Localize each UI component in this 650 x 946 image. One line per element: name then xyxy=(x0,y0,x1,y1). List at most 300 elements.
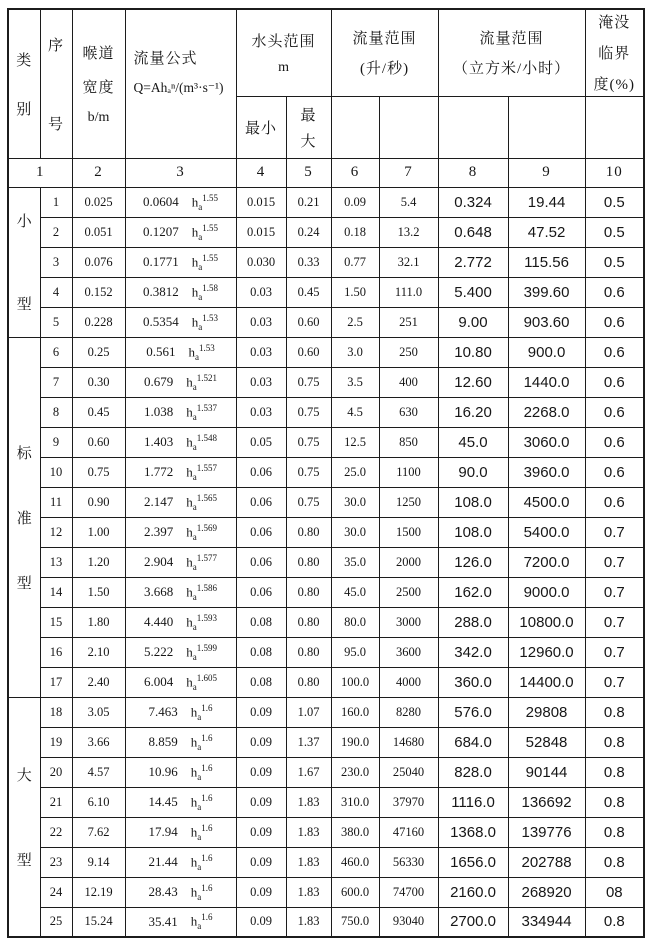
throat-width-cell: 6.10 xyxy=(72,787,125,817)
formula-ha-term: $h_a^{1.6}$ xyxy=(190,912,213,932)
header-throat-line: 宽度 xyxy=(82,79,115,96)
column-number-cell: 5 xyxy=(286,158,331,187)
header-category-char: 类 xyxy=(16,52,33,69)
formula-ha-term: $h_a^{1.593}$ xyxy=(186,612,217,632)
head-max-cell: 0.75 xyxy=(286,397,331,427)
header-throat-width xyxy=(72,9,125,158)
head-min-cell: 0.03 xyxy=(236,367,286,397)
flow-lps-max-cell: 2500 xyxy=(379,577,438,607)
formula-coefficient: 4.440 xyxy=(144,613,174,629)
header-submergence-line: 度(%) xyxy=(593,77,636,94)
formula-cell xyxy=(125,847,236,877)
throat-width-cell: 12.19 xyxy=(72,877,125,907)
column-number-cell: 6 xyxy=(331,158,379,187)
submergence-cell: 0.7 xyxy=(585,577,644,607)
header-submergence-line: 淹没 xyxy=(598,15,631,32)
flow-lps-min-cell: 30.0 xyxy=(331,487,379,517)
flow-lps-max-cell: 250 xyxy=(379,337,438,367)
flow-lps-min-cell: 0.09 xyxy=(331,187,379,217)
flow-m3h-max-cell: 202788 xyxy=(508,847,585,877)
serial-cell: 13 xyxy=(40,547,72,577)
header-flow-m3h-title: 流量范围 xyxy=(479,31,544,48)
flow-m3h-max-cell: 19.44 xyxy=(508,187,585,217)
flow-lps-min-cell: 460.0 xyxy=(331,847,379,877)
formula-ha-term: $h_a^{1.6}$ xyxy=(190,732,213,752)
flow-m3h-max-cell: 2268.0 xyxy=(508,397,585,427)
serial-cell: 1 xyxy=(40,187,72,217)
formula-coefficient: 1.772 xyxy=(144,463,174,479)
category-char: 大 xyxy=(16,767,32,784)
head-min-cell: 0.05 xyxy=(236,427,286,457)
flow-m3h-max-cell: 136692 xyxy=(508,787,585,817)
flow-lps-max-cell: 111.0 xyxy=(379,277,438,307)
table-row xyxy=(8,247,644,277)
flow-m3h-min-cell: 45.0 xyxy=(438,427,508,457)
parshall-flume-spec-table xyxy=(7,8,645,938)
flow-lps-min-cell: 310.0 xyxy=(331,787,379,817)
head-min-cell: 0.08 xyxy=(236,637,286,667)
head-min-cell: 0.015 xyxy=(236,217,286,247)
head-min-cell: 0.03 xyxy=(236,397,286,427)
formula-ha-term: $h_a^{1.537}$ xyxy=(186,402,217,422)
flow-lps-min-cell: 380.0 xyxy=(331,817,379,847)
flow-m3h-max-cell: 14400.0 xyxy=(508,667,585,697)
flow-m3h-min-cell: 360.0 xyxy=(438,667,508,697)
flow-m3h-min-cell: 0.324 xyxy=(438,187,508,217)
table-row xyxy=(8,577,644,607)
category-char: 型 xyxy=(16,575,32,592)
flow-lps-max-cell: 47160 xyxy=(379,817,438,847)
head-min-cell: 0.09 xyxy=(236,847,286,877)
flow-m3h-max-cell: 139776 xyxy=(508,817,585,847)
formula-cell xyxy=(125,787,236,817)
flow-lps-max-cell: 3600 xyxy=(379,637,438,667)
formula-cell xyxy=(125,367,236,397)
formula-cell xyxy=(125,277,236,307)
throat-width-cell: 0.25 xyxy=(72,337,125,367)
formula-ha-term: $h_a^{1.557}$ xyxy=(186,462,217,482)
submergence-cell: 0.8 xyxy=(585,757,644,787)
formula-ha-term: $h_a^{1.569}$ xyxy=(186,522,217,542)
formula-coefficient: 0.5354 xyxy=(143,313,179,329)
flow-m3h-max-cell: 12960.0 xyxy=(508,637,585,667)
flow-m3h-min-cell: 16.20 xyxy=(438,397,508,427)
formula-ha-term: $h_a^{1.521}$ xyxy=(186,372,217,392)
flow-lps-max-cell: 93040 xyxy=(379,907,438,937)
flow-m3h-max-cell: 9000.0 xyxy=(508,577,585,607)
head-max-cell: 0.80 xyxy=(286,517,331,547)
head-min-cell: 0.06 xyxy=(236,577,286,607)
flow-lps-max-cell: 630 xyxy=(379,397,438,427)
formula-cell xyxy=(125,637,236,667)
table-row xyxy=(8,637,644,667)
head-min-cell: 0.09 xyxy=(236,907,286,937)
flow-m3h-max-cell: 7200.0 xyxy=(508,547,585,577)
head-max-cell: 0.80 xyxy=(286,637,331,667)
flow-lps-min-cell: 1.50 xyxy=(331,277,379,307)
header-head-range-unit: m xyxy=(278,59,289,75)
flow-lps-min-cell: 750.0 xyxy=(331,907,379,937)
submergence-cell: 0.6 xyxy=(585,427,644,457)
table-row xyxy=(8,697,644,727)
flow-lps-min-cell: 190.0 xyxy=(331,727,379,757)
column-number-cell: 2 xyxy=(72,158,125,187)
formula-ha-term: $h_a^{1.577}$ xyxy=(186,552,217,572)
submergence-cell: 0.8 xyxy=(585,817,644,847)
flow-lps-max-cell: 5.4 xyxy=(379,187,438,217)
head-max-cell: 0.75 xyxy=(286,427,331,457)
flow-lps-min-cell: 0.18 xyxy=(331,217,379,247)
table-row xyxy=(8,787,644,817)
header-formula xyxy=(125,9,236,158)
table-row xyxy=(8,457,644,487)
formula-coefficient: 0.3812 xyxy=(143,283,179,299)
flow-lps-min-cell: 2.5 xyxy=(331,307,379,337)
header-category-char: 别 xyxy=(16,101,33,118)
flow-lps-max-cell: 4000 xyxy=(379,667,438,697)
formula-cell xyxy=(125,397,236,427)
flow-m3h-min-cell: 162.0 xyxy=(438,577,508,607)
flow-m3h-min-cell: 828.0 xyxy=(438,757,508,787)
throat-width-cell: 1.80 xyxy=(72,607,125,637)
formula-coefficient: 1.038 xyxy=(144,403,174,419)
formula-ha-term: $h_a^{1.6}$ xyxy=(190,822,213,842)
throat-width-cell: 2.10 xyxy=(72,637,125,667)
header-throat-unit: b/m xyxy=(87,109,110,125)
head-max-cell: 1.67 xyxy=(286,757,331,787)
serial-cell: 8 xyxy=(40,397,72,427)
formula-ha-term: $h_a^{1.548}$ xyxy=(186,432,217,452)
flow-m3h-max-cell: 1440.0 xyxy=(508,367,585,397)
head-min-cell: 0.06 xyxy=(236,517,286,547)
serial-cell: 2 xyxy=(40,217,72,247)
submergence-cell: 0.6 xyxy=(585,277,644,307)
throat-width-cell: 9.14 xyxy=(72,847,125,877)
head-max-cell: 1.37 xyxy=(286,727,331,757)
header-category xyxy=(8,9,40,158)
flow-lps-max-cell: 850 xyxy=(379,427,438,457)
serial-cell: 9 xyxy=(40,427,72,457)
submergence-cell: 0.6 xyxy=(585,367,644,397)
throat-width-cell: 0.025 xyxy=(72,187,125,217)
head-min-cell: 0.08 xyxy=(236,607,286,637)
submergence-cell: 0.8 xyxy=(585,907,644,937)
flow-m3h-min-cell: 1368.0 xyxy=(438,817,508,847)
flow-lps-min-cell: 25.0 xyxy=(331,457,379,487)
formula-cell xyxy=(125,487,236,517)
formula-cell xyxy=(125,817,236,847)
flow-m3h-max-cell: 399.60 xyxy=(508,277,585,307)
flow-m3h-min-cell: 576.0 xyxy=(438,697,508,727)
submergence-cell: 0.6 xyxy=(585,337,644,367)
flow-m3h-min-cell: 288.0 xyxy=(438,607,508,637)
category-char: 标 xyxy=(16,445,32,462)
head-min-cell: 0.08 xyxy=(236,667,286,697)
head-max-cell: 1.83 xyxy=(286,847,331,877)
formula-cell xyxy=(125,187,236,217)
serial-cell: 5 xyxy=(40,307,72,337)
table-row xyxy=(8,217,644,247)
flow-m3h-max-cell: 29808 xyxy=(508,697,585,727)
table-row xyxy=(8,907,644,937)
table-row xyxy=(8,487,644,517)
header-throat-line: 喉道 xyxy=(82,45,115,62)
formula-ha-term: $h_a^{1.605}$ xyxy=(186,672,217,692)
flow-lps-min-cell: 45.0 xyxy=(331,577,379,607)
throat-width-cell: 0.051 xyxy=(72,217,125,247)
throat-width-cell: 3.66 xyxy=(72,727,125,757)
flow-m3h-min-cell: 684.0 xyxy=(438,727,508,757)
flow-m3h-max-cell: 47.52 xyxy=(508,217,585,247)
formula-ha-term: $h_a^{1.58}$ xyxy=(191,282,218,302)
flow-lps-max-cell: 1500 xyxy=(379,517,438,547)
formula-coefficient: 0.1207 xyxy=(143,223,179,239)
flow-m3h-min-cell: 2160.0 xyxy=(438,877,508,907)
table-row xyxy=(8,367,644,397)
head-max-cell: 1.83 xyxy=(286,877,331,907)
flow-lps-max-cell: 8280 xyxy=(379,697,438,727)
header-submergence xyxy=(585,9,644,96)
throat-width-cell: 1.20 xyxy=(72,547,125,577)
header-serial xyxy=(40,9,72,158)
submergence-cell: 0.7 xyxy=(585,667,644,697)
formula-coefficient: 0.561 xyxy=(146,343,176,359)
table-row xyxy=(8,307,644,337)
head-min-cell: 0.015 xyxy=(236,187,286,217)
category-char: 小 xyxy=(16,214,32,230)
header-head-max-char: 大 xyxy=(300,133,317,150)
head-max-cell: 0.80 xyxy=(286,577,331,607)
category-cell-standard xyxy=(8,337,40,697)
table-row xyxy=(8,757,644,787)
header-formula-expression: Q=Ahₐⁿ/(m³·s⁻¹) xyxy=(133,80,224,96)
formula-ha-term: $h_a^{1.6}$ xyxy=(190,702,213,722)
column-number-cell: 1 xyxy=(8,158,72,187)
head-min-cell: 0.09 xyxy=(236,697,286,727)
table-row xyxy=(8,877,644,907)
table-row xyxy=(8,667,644,697)
formula-cell xyxy=(125,247,236,277)
column-number-cell: 3 xyxy=(125,158,236,187)
submergence-cell: 0.6 xyxy=(585,397,644,427)
flow-lps-min-cell: 30.0 xyxy=(331,517,379,547)
formula-ha-term: $h_a^{1.55}$ xyxy=(191,192,218,212)
flow-m3h-min-cell: 126.0 xyxy=(438,547,508,577)
head-max-cell: 0.45 xyxy=(286,277,331,307)
formula-cell xyxy=(125,607,236,637)
throat-width-cell: 0.60 xyxy=(72,427,125,457)
table-row xyxy=(8,817,644,847)
formula-cell xyxy=(125,217,236,247)
formula-ha-term: $h_a^{1.6}$ xyxy=(190,792,213,812)
formula-ha-term: $h_a^{1.6}$ xyxy=(190,852,213,872)
flow-m3h-min-cell: 2.772 xyxy=(438,247,508,277)
flow-lps-max-cell: 1250 xyxy=(379,487,438,517)
formula-cell xyxy=(125,307,236,337)
serial-cell: 6 xyxy=(40,337,72,367)
formula-cell xyxy=(125,697,236,727)
category-char: 准 xyxy=(16,510,32,527)
flow-m3h-min-cell: 10.80 xyxy=(438,337,508,367)
throat-width-cell: 1.50 xyxy=(72,577,125,607)
flow-lps-min-cell: 600.0 xyxy=(331,877,379,907)
serial-cell: 17 xyxy=(40,667,72,697)
formula-coefficient: 7.463 xyxy=(148,703,178,719)
serial-cell: 11 xyxy=(40,487,72,517)
formula-cell xyxy=(125,727,236,757)
submergence-cell: 0.7 xyxy=(585,607,644,637)
serial-cell: 21 xyxy=(40,787,72,817)
head-max-cell: 0.60 xyxy=(286,337,331,367)
header-empty-cell xyxy=(331,96,379,158)
flow-lps-min-cell: 160.0 xyxy=(331,697,379,727)
head-max-cell: 0.75 xyxy=(286,487,331,517)
flow-m3h-min-cell: 342.0 xyxy=(438,637,508,667)
serial-cell: 25 xyxy=(40,907,72,937)
submergence-cell: 08 xyxy=(585,877,644,907)
table-row xyxy=(8,277,644,307)
column-number-cell: 7 xyxy=(379,158,438,187)
flow-lps-min-cell: 230.0 xyxy=(331,757,379,787)
throat-width-cell: 0.75 xyxy=(72,457,125,487)
flow-m3h-min-cell: 108.0 xyxy=(438,487,508,517)
flow-m3h-max-cell: 115.56 xyxy=(508,247,585,277)
serial-cell: 16 xyxy=(40,637,72,667)
table-row xyxy=(8,847,644,877)
column-number-cell: 9 xyxy=(508,158,585,187)
formula-coefficient: 2.904 xyxy=(144,553,174,569)
flow-lps-min-cell: 0.77 xyxy=(331,247,379,277)
submergence-cell: 0.5 xyxy=(585,187,644,217)
formula-coefficient: 3.668 xyxy=(144,583,174,599)
flow-m3h-max-cell: 52848 xyxy=(508,727,585,757)
serial-cell: 23 xyxy=(40,847,72,877)
table-row xyxy=(8,187,644,217)
formula-coefficient: 0.679 xyxy=(144,373,174,389)
header-head-range-title: 水头范围 xyxy=(251,33,316,50)
flow-lps-max-cell: 3000 xyxy=(379,607,438,637)
header-submergence-line: 临界 xyxy=(598,46,631,63)
formula-coefficient: 10.96 xyxy=(148,763,178,779)
header-head-range xyxy=(236,9,331,96)
formula-ha-term: $h_a^{1.6}$ xyxy=(190,762,213,782)
header-empty-cell xyxy=(585,96,644,158)
flow-lps-min-cell: 100.0 xyxy=(331,667,379,697)
formula-cell xyxy=(125,667,236,697)
formula-cell xyxy=(125,547,236,577)
formula-coefficient: 2.147 xyxy=(144,493,174,509)
head-max-cell: 0.60 xyxy=(286,307,331,337)
table-row xyxy=(8,727,644,757)
header-flow-range-m3h xyxy=(438,9,585,96)
formula-ha-term: $h_a^{1.55}$ xyxy=(191,222,218,242)
flow-m3h-max-cell: 10800.0 xyxy=(508,607,585,637)
table-row xyxy=(8,337,644,367)
head-min-cell: 0.09 xyxy=(236,757,286,787)
flow-lps-max-cell: 400 xyxy=(379,367,438,397)
submergence-cell: 0.8 xyxy=(585,727,644,757)
flow-lps-max-cell: 14680 xyxy=(379,727,438,757)
serial-cell: 12 xyxy=(40,517,72,547)
serial-cell: 7 xyxy=(40,367,72,397)
throat-width-cell: 1.00 xyxy=(72,517,125,547)
header-formula-title: 流量公式 xyxy=(133,51,198,68)
formula-cell xyxy=(125,457,236,487)
formula-cell xyxy=(125,337,236,367)
submergence-cell: 0.5 xyxy=(585,247,644,277)
formula-ha-term: $h_a^{1.586}$ xyxy=(186,582,217,602)
category-cell-large xyxy=(8,697,40,937)
head-max-cell: 0.80 xyxy=(286,547,331,577)
formula-cell xyxy=(125,517,236,547)
formula-coefficient: 1.403 xyxy=(144,433,174,449)
flow-m3h-min-cell: 1116.0 xyxy=(438,787,508,817)
column-number-row xyxy=(8,158,644,187)
flow-lps-min-cell: 80.0 xyxy=(331,607,379,637)
flow-m3h-max-cell: 334944 xyxy=(508,907,585,937)
header-head-max xyxy=(286,96,331,158)
formula-coefficient: 5.222 xyxy=(144,643,174,659)
head-min-cell: 0.06 xyxy=(236,547,286,577)
formula-coefficient: 21.44 xyxy=(148,853,178,869)
throat-width-cell: 4.57 xyxy=(72,757,125,787)
submergence-cell: 0.6 xyxy=(585,307,644,337)
flow-m3h-max-cell: 3060.0 xyxy=(508,427,585,457)
header-empty-cell xyxy=(508,96,585,158)
header-flow-m3h-unit: （立方米/小时） xyxy=(452,61,571,78)
header-empty-cell xyxy=(379,96,438,158)
submergence-cell: 0.6 xyxy=(585,457,644,487)
flow-lps-max-cell: 74700 xyxy=(379,877,438,907)
head-max-cell: 1.07 xyxy=(286,697,331,727)
header-row-top xyxy=(8,9,644,96)
head-min-cell: 0.030 xyxy=(236,247,286,277)
submergence-cell: 0.6 xyxy=(585,487,644,517)
flow-m3h-min-cell: 2700.0 xyxy=(438,907,508,937)
head-min-cell: 0.03 xyxy=(236,337,286,367)
formula-ha-term: $h_a^{1.53}$ xyxy=(188,342,215,362)
throat-width-cell: 3.05 xyxy=(72,697,125,727)
serial-cell: 3 xyxy=(40,247,72,277)
throat-width-cell: 2.40 xyxy=(72,667,125,697)
flow-lps-max-cell: 1100 xyxy=(379,457,438,487)
table-row xyxy=(8,547,644,577)
flow-m3h-max-cell: 5400.0 xyxy=(508,517,585,547)
formula-coefficient: 8.859 xyxy=(148,733,178,749)
flow-lps-max-cell: 25040 xyxy=(379,757,438,787)
head-min-cell: 0.03 xyxy=(236,307,286,337)
formula-ha-term: $h_a^{1.53}$ xyxy=(191,312,218,332)
category-char: 型 xyxy=(16,852,32,869)
flow-m3h-max-cell: 4500.0 xyxy=(508,487,585,517)
throat-width-cell: 0.076 xyxy=(72,247,125,277)
formula-cell xyxy=(125,577,236,607)
formula-coefficient: 17.94 xyxy=(148,823,178,839)
formula-cell xyxy=(125,877,236,907)
head-max-cell: 0.33 xyxy=(286,247,331,277)
formula-ha-term: $h_a^{1.599}$ xyxy=(186,642,217,662)
flow-lps-max-cell: 13.2 xyxy=(379,217,438,247)
flow-m3h-max-cell: 268920 xyxy=(508,877,585,907)
category-char: 型 xyxy=(16,297,32,313)
serial-cell: 14 xyxy=(40,577,72,607)
head-min-cell: 0.03 xyxy=(236,277,286,307)
submergence-cell: 0.7 xyxy=(585,637,644,667)
table-header xyxy=(8,9,644,187)
serial-cell: 20 xyxy=(40,757,72,787)
formula-coefficient: 0.1771 xyxy=(143,253,179,269)
head-min-cell: 0.09 xyxy=(236,817,286,847)
